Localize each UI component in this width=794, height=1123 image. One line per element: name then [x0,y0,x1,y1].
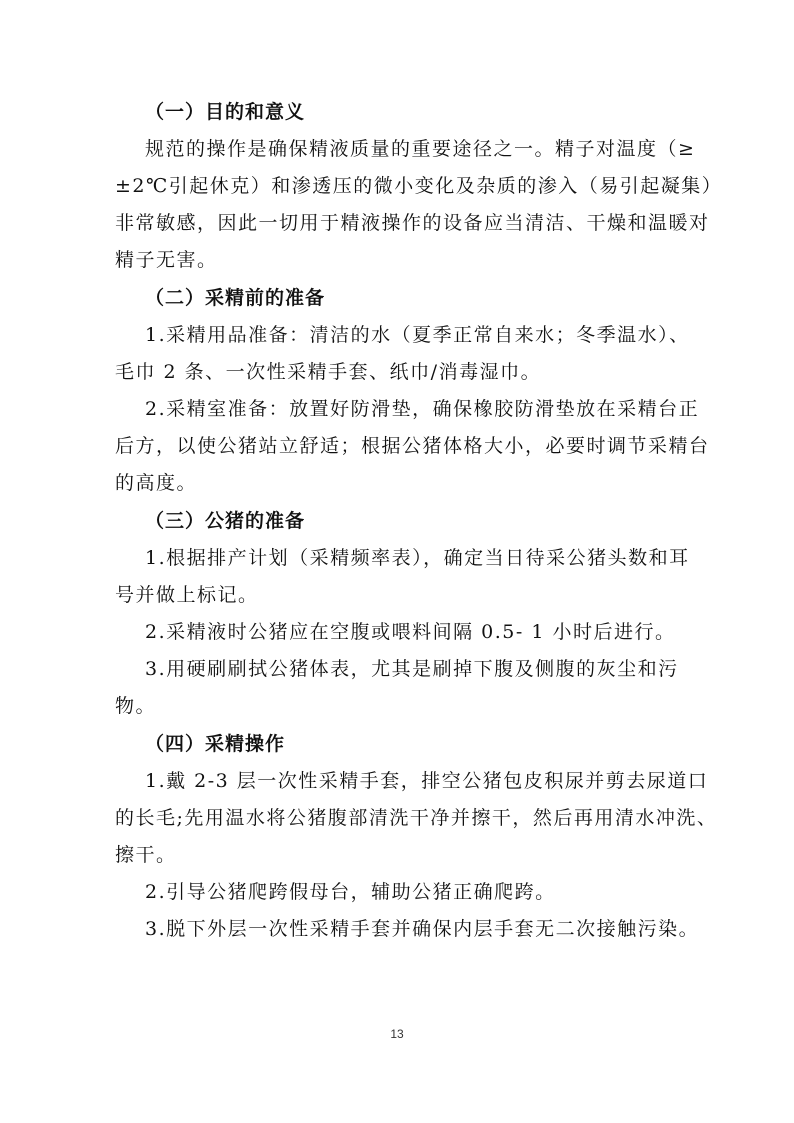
paragraph [115,874,715,911]
paragraph-line: 擦干。 [115,844,177,866]
paragraph [115,651,715,725]
paragraph-line: 3.用硬刷刷拭公猪体表，尤其是刷掉下腹及侧腹的灰尘和污 [145,658,679,680]
page-number: 13 [390,1027,404,1041]
paragraph-line: 2.引导公猪爬跨假母台，辅助公猪正确爬跨。 [145,881,556,903]
paragraph-line: 2.采精室准备：放置好防滑垫，确保橡胶防滑垫放在采精台正 [145,398,700,420]
paragraph-line: 1.根据排产计划（采精频率表），确定当日待采公猪头数和耳 [145,547,690,569]
paragraph-line: 后方，以使公猪站立舒适；根据公猪体格大小，必要时调节采精台 [115,435,710,457]
paragraph [115,317,715,391]
document-body [115,93,723,948]
paragraph-line: 号并做上标记。 [115,584,259,606]
paragraph [115,911,715,948]
paragraph [115,540,715,614]
paragraph-line: 精子无害。 [115,249,218,271]
section-heading: （四）采精操作 [145,733,286,755]
paragraph-line: 1.戴 2-3 层一次性采精手套，排空公猪包皮积尿并剪去尿道口 [145,770,709,792]
paragraph [115,614,715,651]
paragraph-line: 3.脱下外层一次性采精手套并确保内层手套无二次接触污染。 [145,918,700,940]
section-heading: （三）公猪的准备 [145,510,306,532]
paragraph-line: 的高度。 [115,472,198,494]
paragraph-line: 规范的操作是确保精液质量的重要途径之一。精子对温度（≥ [145,138,696,160]
paragraph-line: 非常敏感，因此一切用于精液操作的设备应当清洁、干燥和温暖对 [115,212,710,234]
paragraph-line: 物。 [115,695,157,717]
paragraph-line: 的长毛;先用温水将公猪腹部清洗干净并擦干，然后再用清水冲洗、 [115,807,718,829]
paragraph-line: 2.采精液时公猪应在空腹或喂料间隔 0.5- 1 小时后进行。 [145,621,676,643]
paragraph-line: 1.采精用品准备：清洁的水（夏季正常自来水；冬季温水）、 [145,324,690,346]
paragraph-line: 毛巾 2 条、一次性采精手套、纸巾/消毒湿巾。 [115,361,542,383]
paragraph-line: ±2℃引起休克）和渗透压的微小变化及杂质的渗入（易引起凝集） [115,175,723,197]
paragraph [115,763,718,874]
paragraph [115,391,715,502]
section-heading: （一）目的和意义 [145,101,306,123]
section-heading: （二）采精前的准备 [145,287,326,309]
paragraph [115,131,723,279]
